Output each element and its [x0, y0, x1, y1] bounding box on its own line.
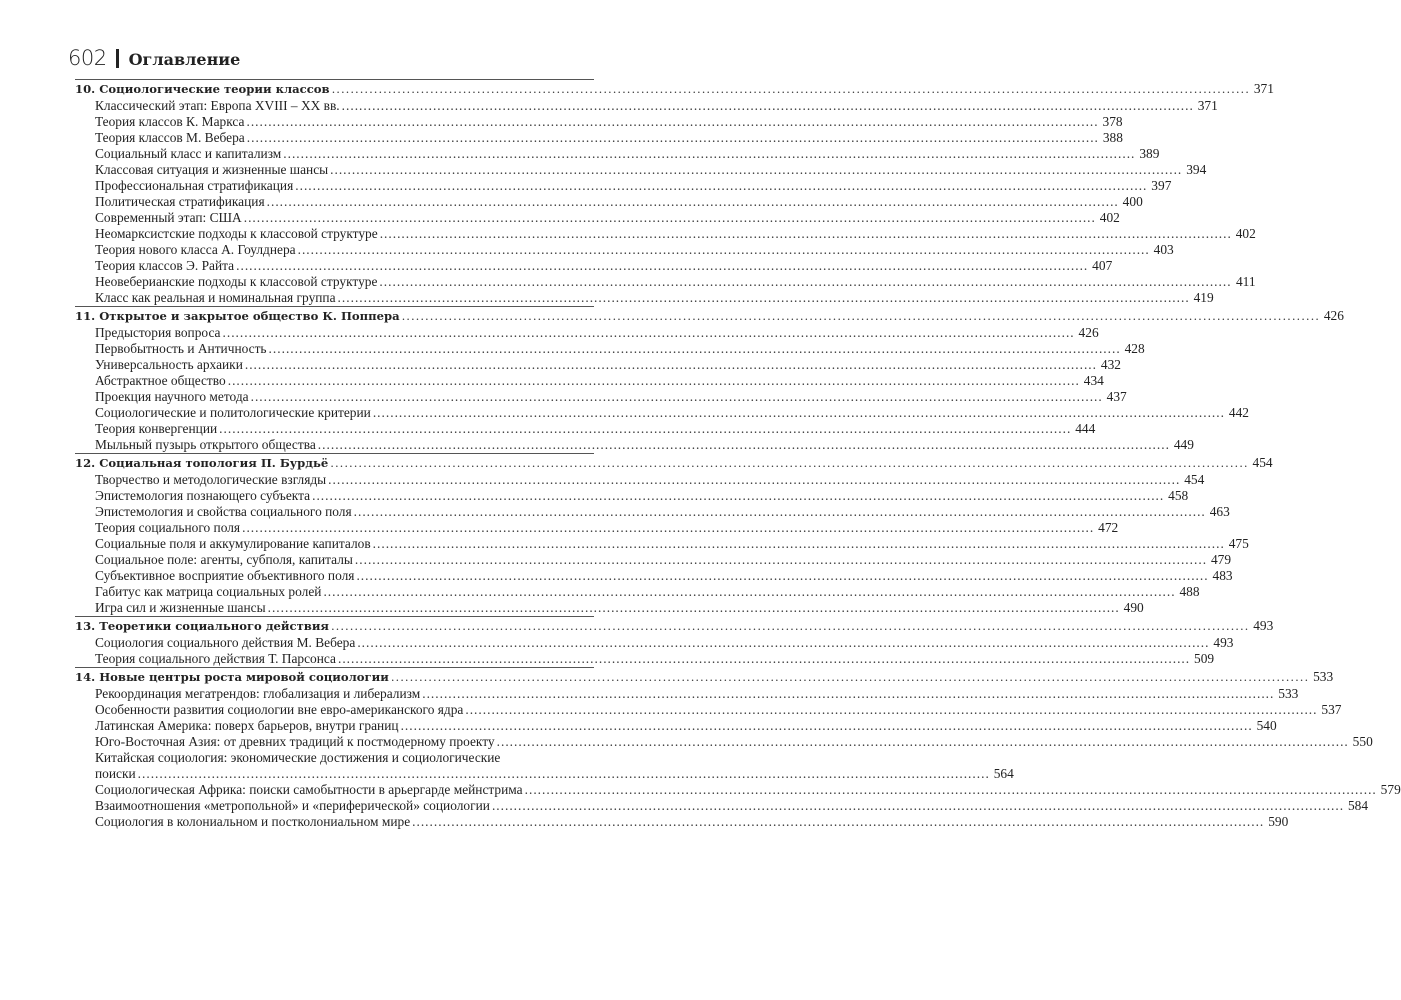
- dot-leader: [355, 552, 1207, 568]
- toc-section: [75, 306, 1344, 453]
- subsection-entry[interactable]: [75, 536, 1249, 552]
- dot-leader: [312, 488, 1164, 504]
- subsection-entry-page: 472: [1098, 520, 1119, 535]
- subsection-entry-page: 454: [1184, 472, 1205, 487]
- subsection-entry-page: 475: [1228, 536, 1249, 551]
- subsection-entry-page: 428: [1124, 341, 1145, 356]
- subsection-entry[interactable]: [75, 718, 1277, 734]
- toc-section: [75, 616, 1274, 667]
- chapter-entry-title: 12. Социальная топология П. Бурдьё: [75, 456, 329, 470]
- subsection-entry[interactable]: [75, 146, 1160, 162]
- subsection-entry-page: 493: [1213, 635, 1234, 650]
- subsection-entry-title: Предыстория вопроса: [95, 325, 221, 340]
- dot-leader: [380, 226, 1232, 242]
- subsection-entry-page: 402: [1099, 210, 1120, 225]
- subsection-entry[interactable]: [75, 798, 1369, 814]
- dot-leader: [402, 307, 1320, 325]
- subsection-entry-page: 411: [1235, 274, 1256, 289]
- subsection-entry-page: 400: [1122, 194, 1143, 209]
- toc-section: [75, 453, 1273, 616]
- subsection-entry-title: Профессиональная стратификация: [95, 178, 294, 193]
- chapter-entry-title: 11. Открытое и закрытое общество К. Поппера: [75, 309, 400, 323]
- dot-leader: [228, 373, 1080, 389]
- subsection-entry-title: Юго-Восточная Азия: от древних традиций к постмодерному проекту: [95, 734, 495, 749]
- subsection-entry[interactable]: [75, 766, 1014, 782]
- subsection-entry-title: Класс как реальная и номинальная группа: [95, 290, 336, 305]
- subsection-entry-title: Современный этап: США: [95, 210, 242, 225]
- dot-leader: [247, 130, 1099, 146]
- dot-leader: [492, 798, 1344, 814]
- subsection-entry-page: 419: [1193, 290, 1214, 305]
- subsection-entry-page: 488: [1179, 584, 1200, 599]
- subsection-entry-page: 449: [1173, 437, 1194, 452]
- subsection-entry[interactable]: [75, 702, 1342, 718]
- subsection-entry-title: Теория нового класса А. Гоулднера: [95, 242, 296, 257]
- dot-leader: [242, 520, 1094, 536]
- dot-leader: [391, 668, 1309, 686]
- subsection-entry[interactable]: [75, 472, 1205, 488]
- subsection-entry[interactable]: [75, 194, 1143, 210]
- subsection-entry-page: 550: [1352, 734, 1373, 749]
- subsection-entry[interactable]: [75, 568, 1233, 584]
- subsection-entry[interactable]: [75, 421, 1096, 437]
- chapter-entry-title: 14. Новые центры роста мировой социологии: [75, 670, 389, 684]
- subsection-entry-title: поиски: [95, 766, 136, 781]
- subsection-entry-page: 389: [1139, 146, 1160, 161]
- subsection-entry-title: Социальные поля и аккумулирование капиталов: [95, 536, 371, 551]
- subsection-entry-title: Классический этап: Европа XVIII – XX вв.: [95, 98, 340, 113]
- subsection-entry-title: Первобытность и Античность: [95, 341, 267, 356]
- subsection-entry[interactable]: [75, 258, 1113, 274]
- subsection-entry[interactable]: [75, 651, 1215, 667]
- subsection-entry-page: 442: [1228, 405, 1249, 420]
- subsection-entry-page: 407: [1092, 258, 1113, 273]
- subsection-entry-page: 397: [1151, 178, 1172, 193]
- subsection-entry-title: Теория социального действия Т. Парсонса: [95, 651, 336, 666]
- dot-leader: [328, 472, 1180, 488]
- subsection-entry-title: Габитус как матрица социальных ролей: [95, 584, 322, 599]
- subsection-entry-page: 590: [1268, 814, 1289, 829]
- dot-leader: [138, 766, 990, 782]
- subsection-entry-page: 432: [1100, 357, 1121, 372]
- dot-leader: [251, 389, 1103, 405]
- dot-leader: [373, 536, 1225, 552]
- subsection-entry-title: Неовеберианские подходы к классовой структуре: [95, 274, 378, 289]
- subsection-entry[interactable]: [75, 520, 1119, 536]
- subsection-entry-page: 403: [1153, 242, 1174, 257]
- subsection-entry[interactable]: [75, 552, 1232, 568]
- chapter-entry-page: 493: [1253, 618, 1274, 633]
- dot-leader: [269, 341, 1121, 357]
- subsection-entry[interactable]: [75, 488, 1189, 504]
- subsection-entry[interactable]: [75, 290, 1214, 306]
- subsection-entry-page: 434: [1083, 373, 1104, 388]
- subsection-entry-title: Неомарксистские подходы к классовой структуре: [95, 226, 378, 241]
- subsection-entry-title: Взаимоотношения «метропольной» и «периферической» социологии: [95, 798, 490, 813]
- table-of-contents: [75, 79, 1401, 830]
- subsection-entry-title: Эпистемология познающего субъекта: [95, 488, 311, 503]
- dot-leader: [356, 568, 1208, 584]
- subsection-entry[interactable]: [75, 635, 1234, 651]
- subsection-entry-title: Эпистемология и свойства социального поля: [95, 504, 352, 519]
- subsection-entry-title: Субъективное восприятие объективного поля: [95, 568, 355, 583]
- subsection-entry-title: Игра сил и жизненные шансы: [95, 600, 266, 615]
- subsection-entry-title: Проекция научного метода: [95, 389, 249, 404]
- subsection-entry-title: Социологические и политологические критерии: [95, 405, 371, 420]
- subsection-entry-title: Теория классов Э. Райта: [95, 258, 235, 273]
- subsection-entry-page: 509: [1194, 651, 1215, 666]
- dot-leader: [236, 258, 1088, 274]
- dot-leader: [330, 162, 1182, 178]
- dot-leader: [283, 146, 1135, 162]
- subsection-entry[interactable]: [75, 341, 1145, 357]
- subsection-entry-title: Социология социального действия М. Вебера: [95, 635, 356, 650]
- dot-leader: [338, 290, 1190, 306]
- dot-leader: [323, 584, 1175, 600]
- subsection-entry-title: Мыльный пузырь открытого общества: [95, 437, 316, 452]
- subsection-entry-title: Теория конвергенции: [95, 421, 218, 436]
- subsection-entry-page: 402: [1235, 226, 1256, 241]
- subsection-entry[interactable]: [75, 389, 1127, 405]
- dot-leader: [330, 454, 1248, 472]
- subsection-entry-page: 388: [1102, 130, 1123, 145]
- subsection-entry[interactable]: [75, 504, 1230, 520]
- subsection-entry-page: 584: [1347, 798, 1369, 813]
- dot-leader: [246, 114, 1098, 130]
- subsection-entry-page: 463: [1209, 504, 1230, 519]
- dot-leader: [465, 702, 1317, 718]
- chapter-entry-title: 10. Социологические теории классов: [75, 82, 330, 96]
- subsection-entry-title: Абстрактное общество: [95, 373, 226, 388]
- toc-section: [75, 79, 1274, 306]
- subsection-entry-title-line1: Китайская социология: экономические достижения и социологические: [95, 750, 501, 765]
- dot-leader: [298, 242, 1150, 258]
- subsection-entry-page: 394: [1186, 162, 1207, 177]
- subsection-entry[interactable]: [75, 405, 1249, 421]
- subsection-entry[interactable]: [75, 437, 1194, 453]
- subsection-entry[interactable]: [75, 325, 1099, 341]
- chapter-entry-page: 454: [1252, 455, 1273, 470]
- dot-leader: [338, 651, 1190, 667]
- dot-leader: [223, 325, 1075, 341]
- subsection-entry-page: 458: [1168, 488, 1189, 503]
- subsection-entry-title: Социальный класс и капитализм: [95, 146, 282, 161]
- subsection-entry-title: Творчество и методологические взгляды: [95, 472, 327, 487]
- subsection-entry[interactable]: [75, 178, 1172, 194]
- subsection-entry-page: 533: [1278, 686, 1299, 701]
- subsection-entry-title: Социальное поле: агенты, субполя, капиталы: [95, 552, 353, 567]
- chapter-entry[interactable]: [75, 668, 1334, 686]
- subsection-entry-page: 426: [1078, 325, 1099, 340]
- dot-leader: [412, 814, 1264, 830]
- subsection-entry-title: Особенности развития социологии вне евро-американского ядра: [95, 702, 464, 717]
- dot-leader: [379, 274, 1231, 290]
- subsection-entry[interactable]: [75, 373, 1104, 389]
- chapter-entry-page: 371: [1253, 81, 1274, 96]
- subsection-entry-page: 579: [1380, 782, 1401, 797]
- subsection-entry[interactable]: [75, 357, 1121, 373]
- subsection-entry-page: 490: [1123, 600, 1144, 615]
- subsection-entry[interactable]: [75, 814, 1289, 830]
- dot-leader: [245, 357, 1097, 373]
- dot-leader: [332, 80, 1250, 98]
- dot-leader: [268, 600, 1120, 616]
- dot-leader: [373, 405, 1225, 421]
- subsection-entry[interactable]: [75, 734, 1373, 750]
- dot-leader: [342, 98, 1194, 114]
- running-header: [68, 46, 240, 72]
- subsection-entry-title: Универсальность архаики: [95, 357, 243, 372]
- subsection-entry-title: Социологическая Африка: поиски самобытности в арьергарде мейнстрима: [95, 782, 523, 797]
- subsection-entry-page: 479: [1210, 552, 1232, 567]
- subsection-entry[interactable]: [75, 130, 1123, 146]
- toc-section: [75, 667, 1401, 830]
- subsection-entry[interactable]: [75, 274, 1256, 290]
- dot-leader: [295, 178, 1147, 194]
- subsection-entry-page: 371: [1197, 98, 1218, 113]
- subsection-entry-title: Теория классов М. Вебера: [95, 130, 245, 145]
- subsection-entry-page: 483: [1212, 568, 1233, 583]
- subsection-entry-title: Рекоординация мегатрендов: глобализация и либерализм: [95, 686, 421, 701]
- chapter-entry[interactable]: [75, 454, 1273, 472]
- subsection-entry[interactable]: [75, 162, 1207, 178]
- dot-leader: [331, 617, 1249, 635]
- subsection-entry-title: Политическая стратификация: [95, 194, 265, 209]
- header-title: Оглавление: [128, 50, 241, 69]
- chapter-entry[interactable]: [75, 80, 1274, 98]
- dot-leader: [244, 210, 1096, 226]
- subsection-entry[interactable]: [75, 98, 1218, 114]
- subsection-entry-title: Теория социального поля: [95, 520, 241, 535]
- subsection-entry-title: Социология в колониальном и постколониальном мире: [95, 814, 411, 829]
- subsection-entry-page: 564: [993, 766, 1014, 781]
- subsection-entry[interactable]: [75, 114, 1123, 130]
- subsection-entry-page: 540: [1256, 718, 1277, 733]
- chapter-entry-page: 533: [1313, 669, 1334, 684]
- subsection-entry-page: 444: [1075, 421, 1096, 436]
- subsection-entry-page: 537: [1321, 702, 1342, 717]
- dot-leader: [357, 635, 1209, 651]
- subsection-entry-page: 378: [1102, 114, 1123, 129]
- subsection-entry-page: 437: [1106, 389, 1127, 404]
- subsection-entry[interactable]: [75, 782, 1401, 798]
- subsection-entry[interactable]: [75, 210, 1120, 226]
- chapter-entry-page: 426: [1323, 308, 1344, 323]
- dot-leader: [267, 194, 1119, 210]
- dot-leader: [497, 734, 1349, 750]
- subsection-entry[interactable]: [75, 600, 1144, 616]
- chapter-entry-title: 13. Теоретики социального действия: [75, 619, 329, 633]
- subsection-entry[interactable]: [75, 686, 1299, 702]
- chapter-entry[interactable]: [75, 307, 1344, 325]
- subsection-entry[interactable]: [75, 242, 1174, 258]
- chapter-entry[interactable]: [75, 617, 1274, 635]
- page-number: 602: [68, 46, 107, 70]
- dot-leader: [422, 686, 1274, 702]
- dot-leader: [219, 421, 1071, 437]
- subsection-entry-title: Классовая ситуация и жизненные шансы: [95, 162, 329, 177]
- subsection-entry[interactable]: [75, 584, 1200, 600]
- dot-leader: [525, 782, 1377, 798]
- subsection-entry[interactable]: [75, 226, 1256, 242]
- subsection-entry-title: Теория классов К. Маркса: [95, 114, 245, 129]
- header-divider: [116, 49, 119, 68]
- dot-leader: [354, 504, 1206, 520]
- subsection-entry-title: Латинская Америка: поверх барьеров, внутри границ: [95, 718, 399, 733]
- dot-leader: [401, 718, 1253, 734]
- dot-leader: [318, 437, 1170, 453]
